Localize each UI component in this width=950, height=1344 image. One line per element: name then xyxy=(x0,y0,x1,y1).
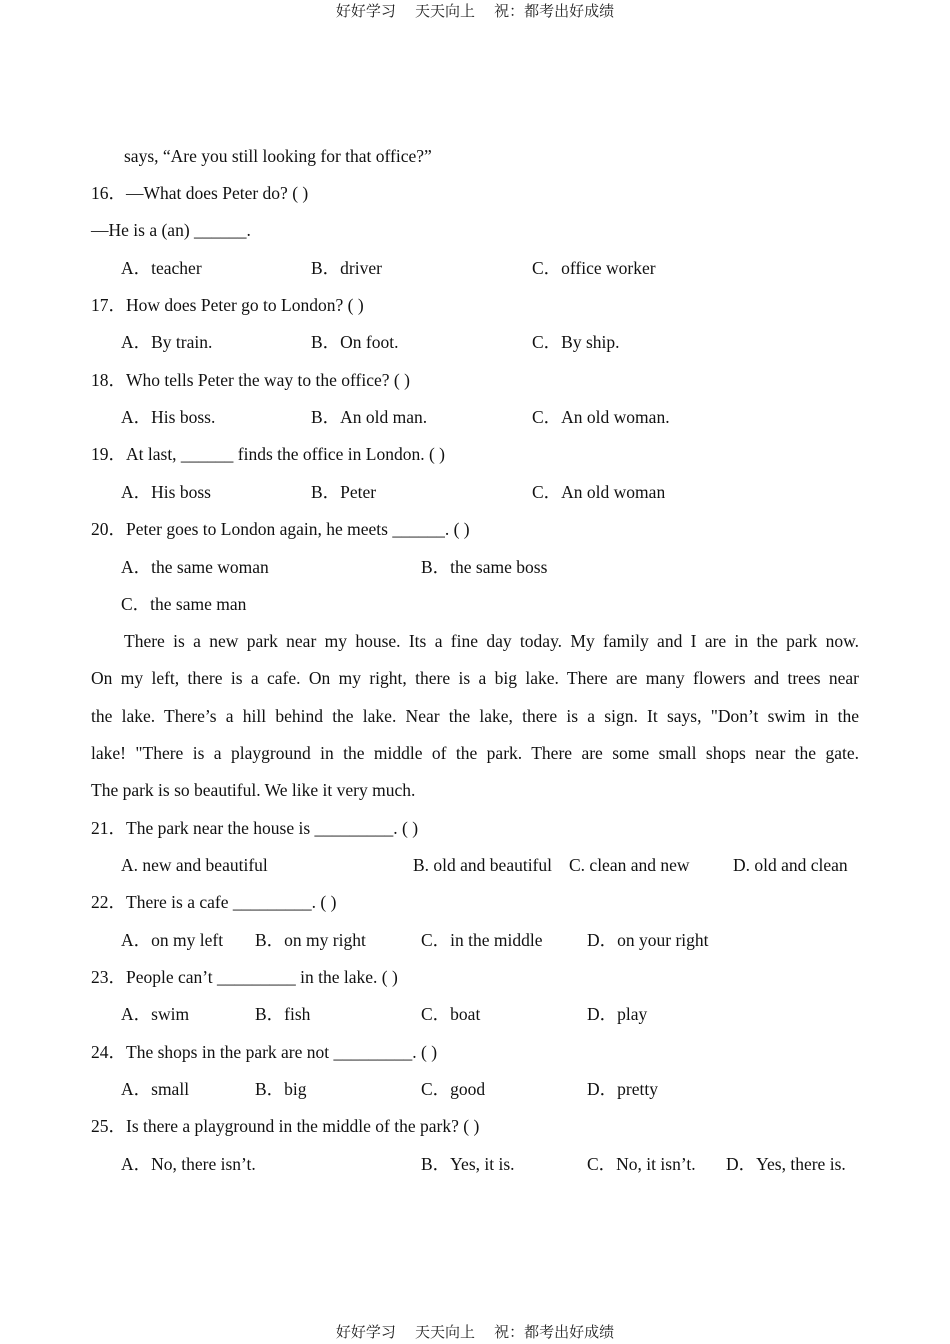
q20-option-c[interactable]: C．the same man xyxy=(121,594,247,614)
q23-option-a[interactable]: A．swim xyxy=(121,1004,190,1024)
q18-stem: 18．Who tells Peter the way to the office? ( ) xyxy=(91,370,410,390)
q16-stem: 16．—What does Peter do? ( ) xyxy=(91,183,309,203)
q17-option-c[interactable]: C．By ship. xyxy=(532,332,620,352)
q20-option-b[interactable]: B．the same boss xyxy=(421,557,548,577)
q19-option-b[interactable]: B．Peter xyxy=(311,482,377,502)
q18-option-a[interactable]: A．His boss. xyxy=(121,407,216,427)
passage-ending: says, “Are you still looking for that office?” xyxy=(124,146,432,166)
passage-line-5: The park is so beautiful. We like it very much. xyxy=(91,780,416,800)
q19-stem: 19．At last, ______ finds the office in London. ( ) xyxy=(91,444,445,464)
q18-option-b[interactable]: B．An old man. xyxy=(311,407,428,427)
q25-option-b[interactable]: B．Yes, it is. xyxy=(421,1154,515,1174)
q23-stem: 23．People can’t _________ in the lake. ( ) xyxy=(91,967,398,987)
passage-line-1: There is a new park near my house. Its a fine day today. My family and I are in the park now. xyxy=(124,631,859,651)
q24-option-c[interactable]: C．good xyxy=(421,1079,486,1099)
q17-stem: 17．How does Peter go to London? ( ) xyxy=(91,295,364,315)
q23-option-c[interactable]: C．boat xyxy=(421,1004,481,1024)
q16-option-b[interactable]: B．driver xyxy=(311,258,382,278)
q21-option-d[interactable]: D. old and clean xyxy=(733,855,848,875)
q24-option-a[interactable]: A．small xyxy=(121,1079,190,1099)
q21-option-c[interactable]: C. clean and new xyxy=(569,855,690,875)
q20-option-a[interactable]: A．the same woman xyxy=(121,557,269,577)
q24-option-b[interactable]: B．big xyxy=(255,1079,307,1099)
q22-stem: 22．There is a cafe _________. ( ) xyxy=(91,892,337,912)
q16-option-c[interactable]: C．office worker xyxy=(532,258,656,278)
q25-option-d[interactable]: D．Yes, there is. xyxy=(726,1154,846,1174)
q16-stem-answer-line: —He is a (an) ______. xyxy=(91,220,251,240)
q21-stem: 21．The park near the house is _________. ( ) xyxy=(91,818,419,838)
passage-line-4: lake! "There is a playground in the middle of the park. There are some small shops near the gate. xyxy=(91,743,859,763)
q20-stem: 20．Peter goes to London again, he meets ______. ( ) xyxy=(91,519,470,539)
q22-option-c[interactable]: C．in the middle xyxy=(421,930,543,950)
q25-option-a[interactable]: A．No, there isn’t. xyxy=(121,1154,256,1174)
q22-option-a[interactable]: A．on my left xyxy=(121,930,224,950)
q21-option-b[interactable]: B. old and beautiful xyxy=(413,855,553,875)
q23-option-d[interactable]: D．play xyxy=(587,1004,648,1024)
q25-stem: 25．Is there a playground in the middle of the park? ( ) xyxy=(91,1116,480,1136)
q24-stem: 24．The shops in the park are not _________. ( ) xyxy=(91,1042,438,1062)
passage-line-3: the lake. There’s a hill behind the lake. Near the lake, there is a sign. It says, "Don’t swim in the xyxy=(91,706,859,726)
q25-option-c[interactable]: C．No, it isn’t. xyxy=(587,1154,696,1174)
page-header: 好好学习 天天向上 祝：都考出好成绩 xyxy=(335,2,615,20)
q17-option-b[interactable]: B．On foot. xyxy=(311,332,399,352)
q17-option-a[interactable]: A．By train. xyxy=(121,332,213,352)
page-footer: 好好学习 天天向上 祝：都考出好成绩 xyxy=(335,1323,615,1341)
q22-option-b[interactable]: B．on my right xyxy=(255,930,366,950)
q23-option-b[interactable]: B．fish xyxy=(255,1004,311,1024)
q22-option-d[interactable]: D．on your right xyxy=(587,930,709,950)
q19-option-a[interactable]: A．His boss xyxy=(121,482,211,502)
q21-option-a[interactable]: A. new and beautiful xyxy=(121,855,268,875)
q16-option-a[interactable]: A．teacher xyxy=(121,258,202,278)
q18-option-c[interactable]: C．An old woman. xyxy=(532,407,670,427)
q24-option-d[interactable]: D．pretty xyxy=(587,1079,658,1099)
q19-option-c[interactable]: C．An old woman xyxy=(532,482,666,502)
passage-line-2: On my left, there is a cafe. On my right, there is a big lake. There are many flowers and trees near xyxy=(91,668,859,688)
